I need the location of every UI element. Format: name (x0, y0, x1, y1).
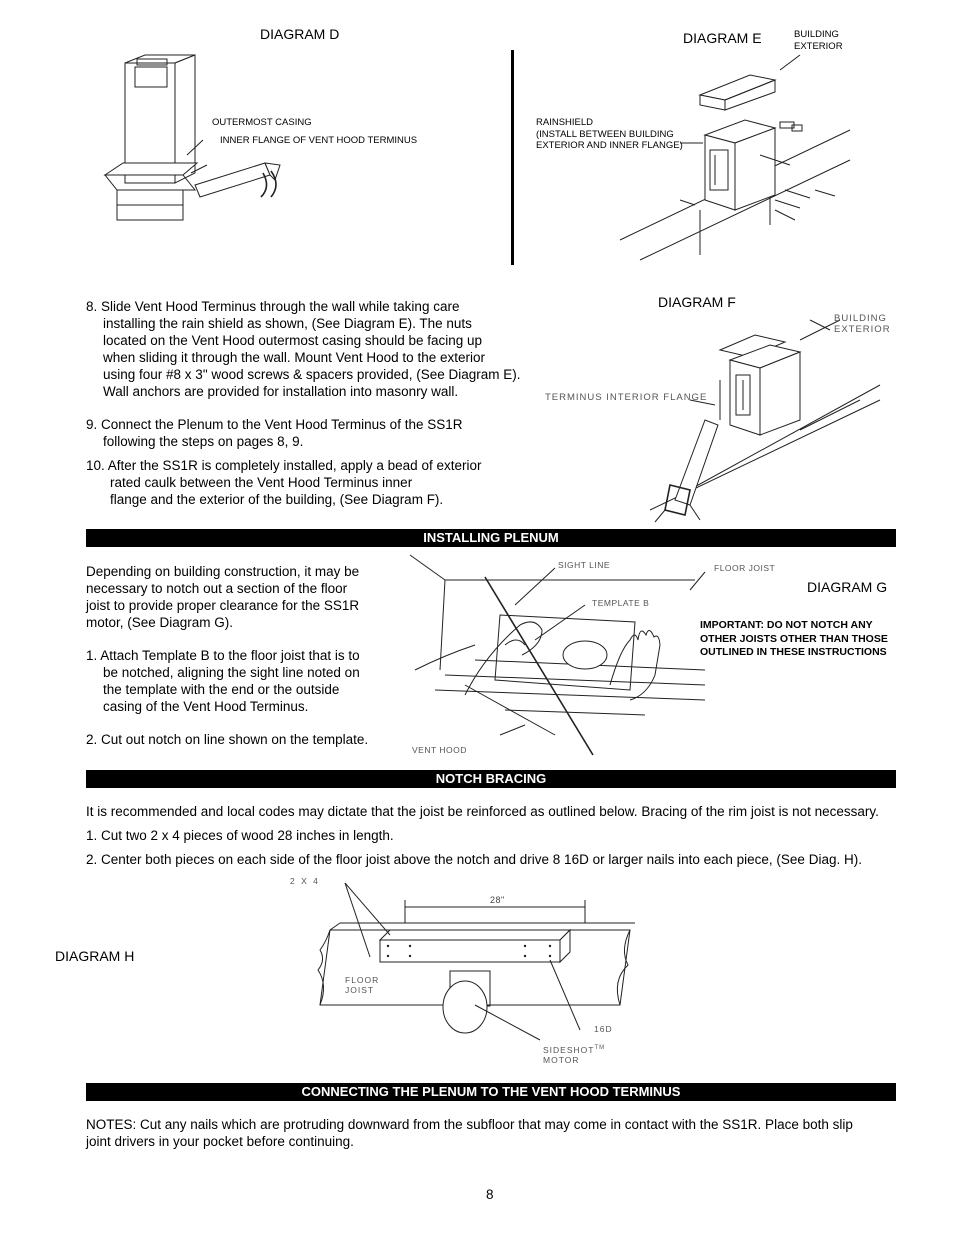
diagram-f-building-exterior-label: BUILDING EXTERIOR (834, 313, 891, 335)
notch-bracing-intro: It is recommended and local codes may dictate that the joist be reinforced as outlined below. Bracing of the rim joist is not necessary. (86, 804, 879, 819)
diagram-e-illustration (600, 50, 860, 270)
diagram-g-vent-hood-label: VENT HOOD (412, 745, 467, 755)
diagram-g-illustration (405, 550, 705, 760)
diagram-h-floor-joist-label: FLOOR JOIST (345, 975, 380, 995)
installing-step-1: 1. Attach Template B to the floor joist that is to be notched, aligning the sight line noted on the template with the end or the outside casing of the Vent Hood Terminus. (86, 648, 360, 714)
diagram-d-outer-casing-label: OUTERMOST CASING (212, 117, 312, 128)
diagram-g-important-note: IMPORTANT: DO NOT NOTCH ANY OTHER JOISTS OTHER THAN THOSE OUTLINED IN THESE INSTRUCTIONS (700, 619, 888, 658)
connecting-heading: CONNECTING THE PLENUM TO THE VENT HOOD TERMINUS (86, 1083, 896, 1101)
diagram-d-title: DIAGRAM D (260, 26, 340, 42)
diagram-g-floor-joist-label: FLOOR JOIST (714, 563, 776, 573)
diagram-d-inner-flange-label: INNER FLANGE OF VENT HOOD TERMINUS (220, 135, 418, 146)
diagram-f-terminus-label: TERMINUS INTERIOR FLANGE (545, 392, 708, 403)
installing-plenum-intro: Depending on building construction, it may be necessary to notch out a section of the floor joist to provide proper clearance for the SS1R motor, (See Diagram G). (86, 564, 360, 630)
diagram-e-title: DIAGRAM E (683, 30, 762, 46)
page-number: 8 (486, 1187, 494, 1202)
diagram-h-length-label: 28" (490, 895, 505, 905)
diagram-e-building-exterior-label: BUILDING EXTERIOR (794, 29, 843, 52)
diagram-e-rainshield-label: RAINSHIELD (INSTALL BETWEEN BUILDING EXTERIOR AND INNER FLANGE) (536, 117, 683, 151)
step-9: 9. Connect the Plenum to the Vent Hood Terminus of the SS1R following the steps on pages 8, 9. (86, 417, 463, 449)
diagram-h-illustration (310, 875, 640, 1070)
diagram-h-title: DIAGRAM H (55, 948, 135, 964)
notch-bracing-heading: NOTCH BRACING (86, 770, 896, 788)
diagram-f-title: DIAGRAM F (658, 294, 736, 310)
diagram-g-sight-line-label: SIGHT LINE (558, 560, 611, 570)
diagram-h-16d-label: 16D (594, 1024, 613, 1034)
diagram-h-2x4-label: 2 X 4 (290, 876, 320, 886)
diagram-g-template-b-label: TEMPLATE B (592, 598, 650, 608)
notch-bracing-step-1: 1. Cut two 2 x 4 pieces of wood 28 inches in length. (86, 828, 394, 843)
step-8: 8. Slide Vent Hood Terminus through the wall while taking care installing the rain shield as shown, (See Diagram E). The nuts located on the Vent Hood outermost casing should be facing up when sliding it through the wall. Mount Vent Hood to the exterior using four #8 x 3" wood screws & spacers provided, (See Diagram E). Wall anchors are provided for installation into masonry wall. (86, 299, 521, 399)
vertical-divider (511, 50, 514, 265)
diagram-g-title: DIAGRAM G (807, 579, 888, 595)
installing-plenum-heading: INSTALLING PLENUM (86, 529, 896, 547)
connecting-notes: NOTES: Cut any nails which are protruding downward from the subfloor that may come in contact with the SS1R. Place both slip joint drivers in your pocket before continuing. (86, 1117, 853, 1149)
notch-bracing-step-2: 2. Center both pieces on each side of the floor joist above the notch and drive 8 16D or larger nails into each piece, (See Diag. H). (86, 852, 862, 867)
step-10: 10. After the SS1R is completely installed, apply a bead of exterior rated caulk between the Vent Hood Terminus inner flange and the exterior of the building, (See Diagram F). (86, 458, 482, 507)
installing-step-2: 2. Cut out notch on line shown on the template. (86, 732, 369, 747)
diagram-h-motor-label: SIDESHOT™ MOTOR (543, 1044, 606, 1065)
